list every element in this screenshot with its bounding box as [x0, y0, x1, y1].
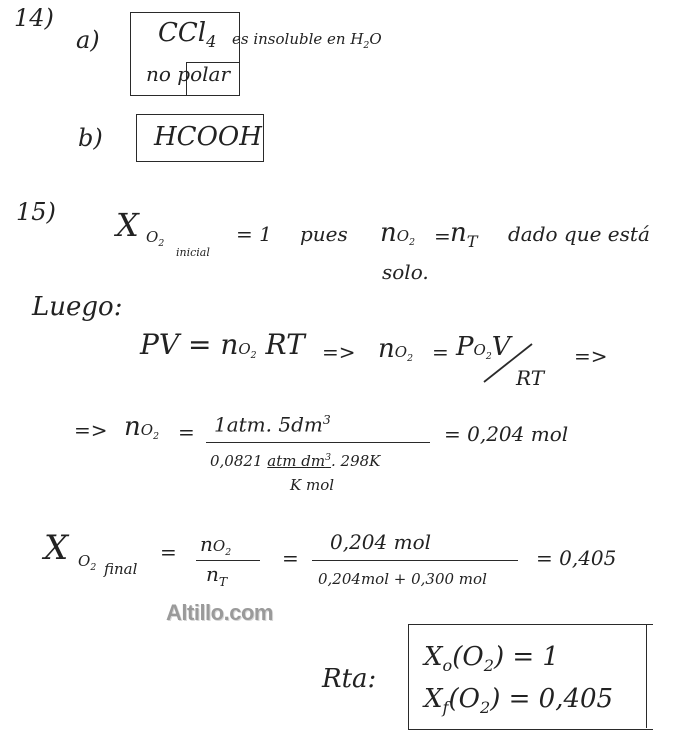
- dado-que-text: dado que está: [508, 222, 650, 246]
- n-total-symbol: $n_T$: [450, 218, 478, 252]
- fraction-1-numerator: 1atm. $5dm^3$: [214, 412, 331, 437]
- fraction-2-denominator: $n_T$: [206, 562, 228, 589]
- fraction-3-numerator: 0,204 mol: [330, 530, 432, 554]
- equals-sign: =: [434, 224, 451, 248]
- pues-text: pues: [300, 222, 348, 246]
- ccl4-formula: CCl$_4$: [158, 18, 217, 52]
- solo-text: solo.: [382, 260, 429, 284]
- p-o2-v: $PO_2V$: [456, 332, 511, 362]
- rta-label: Rta:: [322, 664, 377, 694]
- implies-arrow-2: =>: [574, 344, 608, 368]
- rt-denominator: RT: [516, 366, 545, 390]
- x-final-subscript: $O_2$: [78, 552, 97, 573]
- fraction-1-denominator: 0,0821 atm $dm^3$. 298K: [210, 452, 381, 470]
- n-o2-symbol-3: $nO_2$: [124, 412, 159, 442]
- answer-x-initial: $X_o(O_2) = 1$: [424, 642, 559, 676]
- problem-14-number: 14): [14, 4, 54, 32]
- part-b-label: b): [78, 124, 103, 152]
- x-initial-subscript: $O_2$: [146, 228, 165, 249]
- implies-arrow-3: =>: [74, 418, 108, 442]
- x-initial-label: inicial: [176, 246, 210, 259]
- equals-sign-3: =: [178, 420, 195, 444]
- fraction-2-numerator: $nO_2$: [200, 532, 232, 558]
- equals-sign-2: =: [432, 340, 449, 364]
- x-initial-symbol: X: [116, 206, 139, 244]
- problem-15-number: 15): [16, 198, 56, 226]
- equals-sign-4: =: [160, 540, 177, 564]
- fraction-1-bar: [206, 442, 430, 443]
- luego-label: Luego:: [32, 292, 123, 322]
- altillo-watermark: Altillo.com: [166, 600, 273, 625]
- implies-arrow-1: =>: [322, 340, 356, 364]
- n-o2-symbol-2: $nO_2$: [378, 334, 413, 364]
- hcooh-formula: HCOOH: [154, 122, 262, 152]
- insoluble-note: es insoluble en $H_2O$: [232, 30, 382, 51]
- equals-sign-5: =: [282, 546, 299, 570]
- fraction-3-denominator: 0,204mol + 0,300 mol: [318, 570, 487, 588]
- fraction-1-result: = 0,204 mol: [444, 422, 569, 446]
- fraction-1-denominator-unit: K mol: [290, 476, 335, 494]
- answer-x-final: $X_f(O_2) = 0,405$: [424, 684, 614, 718]
- nonpolar-note: no polar: [146, 62, 231, 86]
- pv-equation: PV = $nO_2$ RT: [140, 328, 305, 361]
- n-o2-symbol: $nO_2$: [380, 218, 415, 248]
- part-a-label: a): [76, 26, 100, 54]
- fraction-3-bar: [312, 560, 518, 561]
- fraction-2-bar: [196, 560, 260, 561]
- final-result: = 0,405: [536, 546, 617, 570]
- final-answer-box-right: [646, 624, 647, 728]
- x-initial-value: = 1: [236, 222, 272, 246]
- x-final-label: final: [104, 560, 138, 578]
- x-final-symbol: X: [44, 528, 69, 568]
